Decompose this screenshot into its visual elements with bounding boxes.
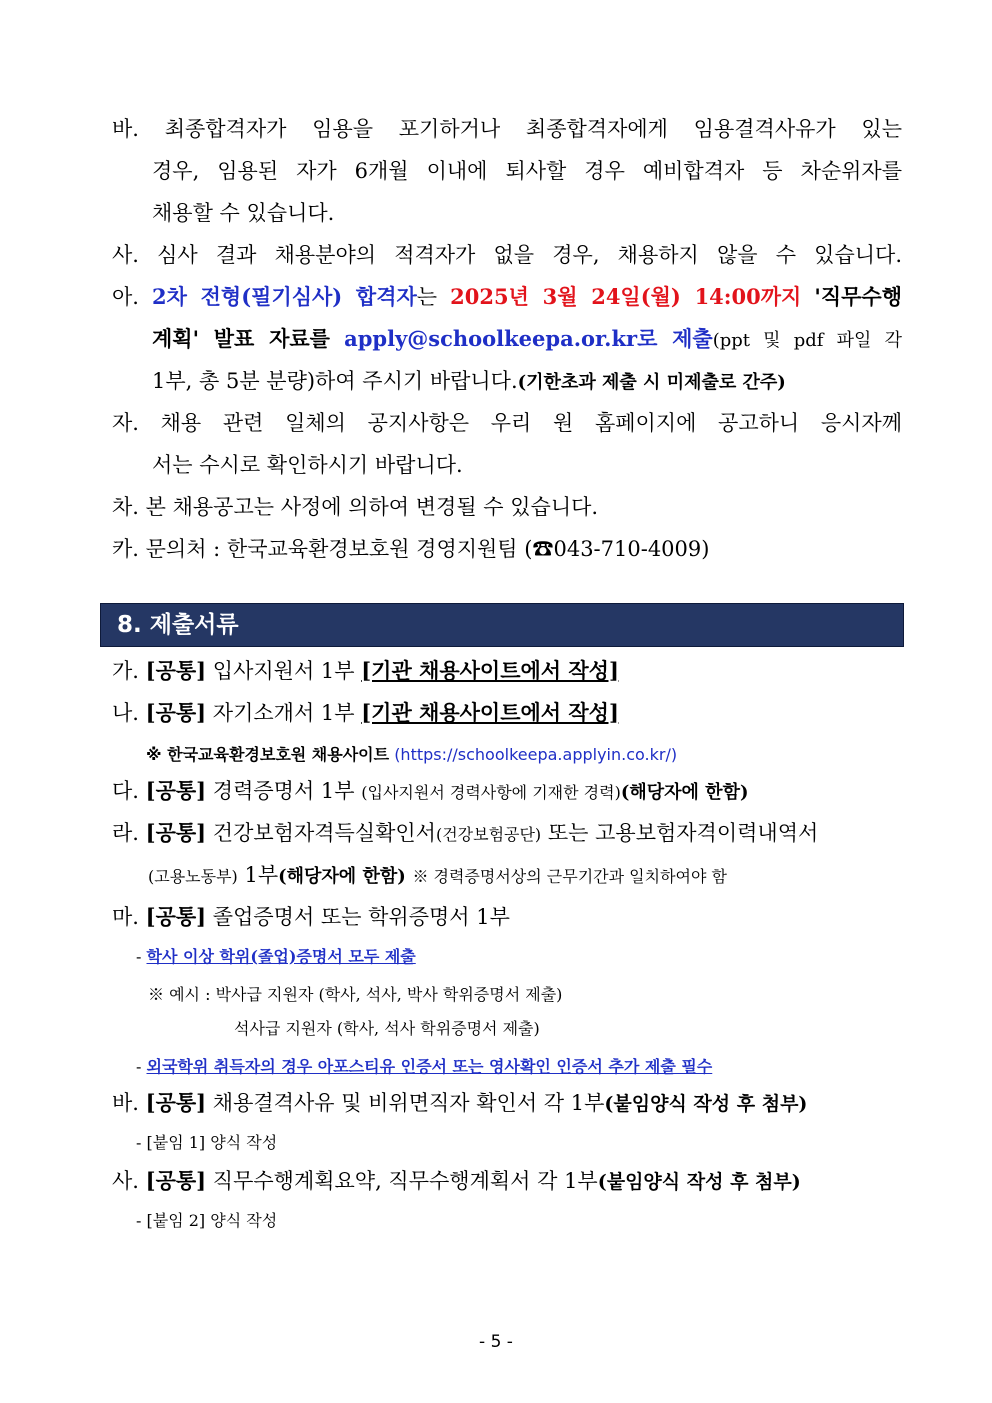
item-a-line2 <box>152 324 902 356</box>
doc-da-marker: 다. <box>112 779 139 803</box>
doc-ra-text3: 1부 <box>244 863 279 887</box>
section-header-bar <box>100 603 904 647</box>
doc-da-tag: [공통] <box>145 778 207 803</box>
doc-sa-bold: (붙임양식 작성 후 첨부) <box>597 1171 801 1193</box>
doc-ma-sub2-text: 외국학위 취득자의 경우 아포스티유 인증서 또는 영사확인 인증서 추가 제출 필수 <box>146 1057 713 1076</box>
doc-ra-small2: (고용노동부) <box>148 867 238 886</box>
site-note <box>146 740 896 770</box>
doc-sa <box>112 1166 902 1197</box>
doc-ma-tag: [공통] <box>145 904 207 929</box>
section-title: 8. 제출서류 <box>117 612 239 638</box>
doc-ma-example2: 석사급 지원자 (학사, 석사 학위증명서 제출) <box>234 1019 540 1038</box>
doc-ba-sub <box>136 1128 926 1158</box>
item-a-quote-start: '직무수행 <box>814 284 902 309</box>
doc-ra-note: ※ 경력증명서상의 근무기간과 일치하여야 함 <box>412 867 727 886</box>
doc-ma-example-label: ※ 예시 : <box>148 985 211 1004</box>
item-sa: 사. 심사 결과 채용분야의 적격자가 없을 경우, 채용하지 않을 수 있습니다. <box>112 243 902 267</box>
doc-ma-sub2 <box>136 1052 926 1082</box>
doc-ba <box>112 1088 902 1119</box>
doc-ra-small1: (건강보험공단) <box>435 825 542 844</box>
item-a-email[interactable]: apply@schoolkeepa.or.kr로 제출 <box>344 326 713 351</box>
doc-ma <box>112 902 902 932</box>
doc-da-small: (입사지원서 경력사항에 기재한 경력) <box>361 783 621 802</box>
dash-bullet: - <box>136 1211 142 1230</box>
doc-ma-sub1-text: 학사 이상 학위(졸업)증명서 모두 제출 <box>146 947 416 966</box>
doc-ra-tag: [공통] <box>145 820 207 845</box>
doc-sa-marker: 사. <box>112 1169 139 1193</box>
item-ba-line2: 경우, 임용된 자가 6개월 이내에 퇴사할 경우 예비합격자 등 차순위자를 <box>152 159 902 183</box>
item-a-written-exam: 2차 전형(필기심사) 합격자 <box>152 284 417 309</box>
item-a-line3 <box>152 366 902 398</box>
doc-sa-sub <box>136 1206 926 1236</box>
site-url-link[interactable]: (https://schoolkeepa.applyin.co.kr/) <box>394 745 678 764</box>
doc-ma-sub1 <box>136 942 926 972</box>
doc-ba-sub-text: [붙임 1] 양식 작성 <box>146 1133 278 1152</box>
item-a-particle: 는 <box>416 285 438 309</box>
doc-ba-bold: (붙임양식 작성 후 첨부) <box>604 1093 808 1115</box>
doc-ba-marker: 바. <box>112 1091 139 1115</box>
doc-ra-line2 <box>148 860 938 892</box>
doc-ma-text: 졸업증명서 또는 학위증명서 1부 <box>212 905 510 929</box>
doc-na-text: 자기소개서 1부 <box>212 701 355 725</box>
doc-ra-text2: 또는 고용보험자격이력내역서 <box>547 821 819 845</box>
item-a-quote-end: 계획' 발표 자료를 <box>152 326 330 351</box>
item-cha: 차. 본 채용공고는 사정에 의하여 변경될 수 있습니다. <box>112 495 599 519</box>
page-number: - 5 - <box>479 1332 513 1352</box>
item-ja-line1: 자. 채용 관련 일체의 공지사항은 우리 원 홈페이지에 공고하니 응시자께 <box>112 411 902 435</box>
dash-bullet: - <box>136 947 142 966</box>
doc-ga-marker: 가. <box>112 659 139 683</box>
doc-ga-tag: [공통] <box>145 658 207 683</box>
item-a-deadline: 2025년 3월 24일(월) 14:00까지 <box>450 284 802 309</box>
item-a-submit-text: 1부, 총 5분 분량)하여 주시기 바랍니다. <box>152 369 518 393</box>
doc-na-marker: 나. <box>112 701 139 725</box>
doc-ma-marker: 마. <box>112 905 139 929</box>
item-ka-contact: 카. 문의처 : 한국교육환경보호원 경영지원팀 (☎043-710-4009) <box>112 537 710 561</box>
doc-ra-marker: 라. <box>112 821 139 845</box>
dash-bullet: - <box>136 1133 142 1152</box>
doc-sa-sub-text: [붙임 2] 양식 작성 <box>146 1211 278 1230</box>
item-a-file-note: (ppt 및 pdf 파일 각 <box>712 330 902 351</box>
doc-sa-tag: [공통] <box>145 1168 207 1193</box>
doc-ba-text: 채용결격사유 및 비위면직자 확인서 각 1부 <box>212 1091 605 1115</box>
item-a-late-note: (기한초과 제출 시 미제출로 간주) <box>517 372 786 393</box>
doc-ma-example1 <box>148 980 938 1010</box>
site-note-text: ※ 한국교육환경보호원 채용사이트 <box>146 745 390 764</box>
doc-da-text: 경력증명서 1부 <box>212 779 355 803</box>
item-a-line1 <box>112 282 902 312</box>
doc-sa-text: 직무수행계획요약, 직무수행계획서 각 1부 <box>212 1169 598 1193</box>
doc-ga-text: 입사지원서 1부 <box>212 659 355 683</box>
dash-bullet: - <box>136 1057 142 1076</box>
doc-ra-bold: (해당자에 한함) <box>278 866 406 887</box>
doc-da <box>112 776 902 808</box>
doc-ra-line1 <box>112 818 902 850</box>
item-ba-line1: 바. 최종합격자가 임용을 포기하거나 최종합격자에게 임용결격사유가 있는 <box>112 117 902 141</box>
doc-ga-bracket: [기관 채용사이트에서 작성] <box>361 658 619 683</box>
doc-ra-text1: 건강보험자격득실확인서 <box>212 821 436 845</box>
doc-ba-tag: [공통] <box>145 1090 207 1115</box>
doc-na-tag: [공통] <box>145 700 207 725</box>
doc-na-bracket: [기관 채용사이트에서 작성] <box>361 700 619 725</box>
doc-na <box>112 698 902 728</box>
item-ja-line2: 서는 수시로 확인하시기 바랍니다. <box>152 453 463 477</box>
doc-ga <box>112 656 902 686</box>
doc-da-bold: (해당자에 한함) <box>620 782 749 803</box>
item-ba-line3: 채용할 수 있습니다. <box>152 201 335 225</box>
doc-ma-example1-text: 박사급 지원자 (학사, 석사, 박사 학위증명서 제출) <box>215 985 563 1004</box>
item-a-marker: 아. <box>112 285 139 309</box>
